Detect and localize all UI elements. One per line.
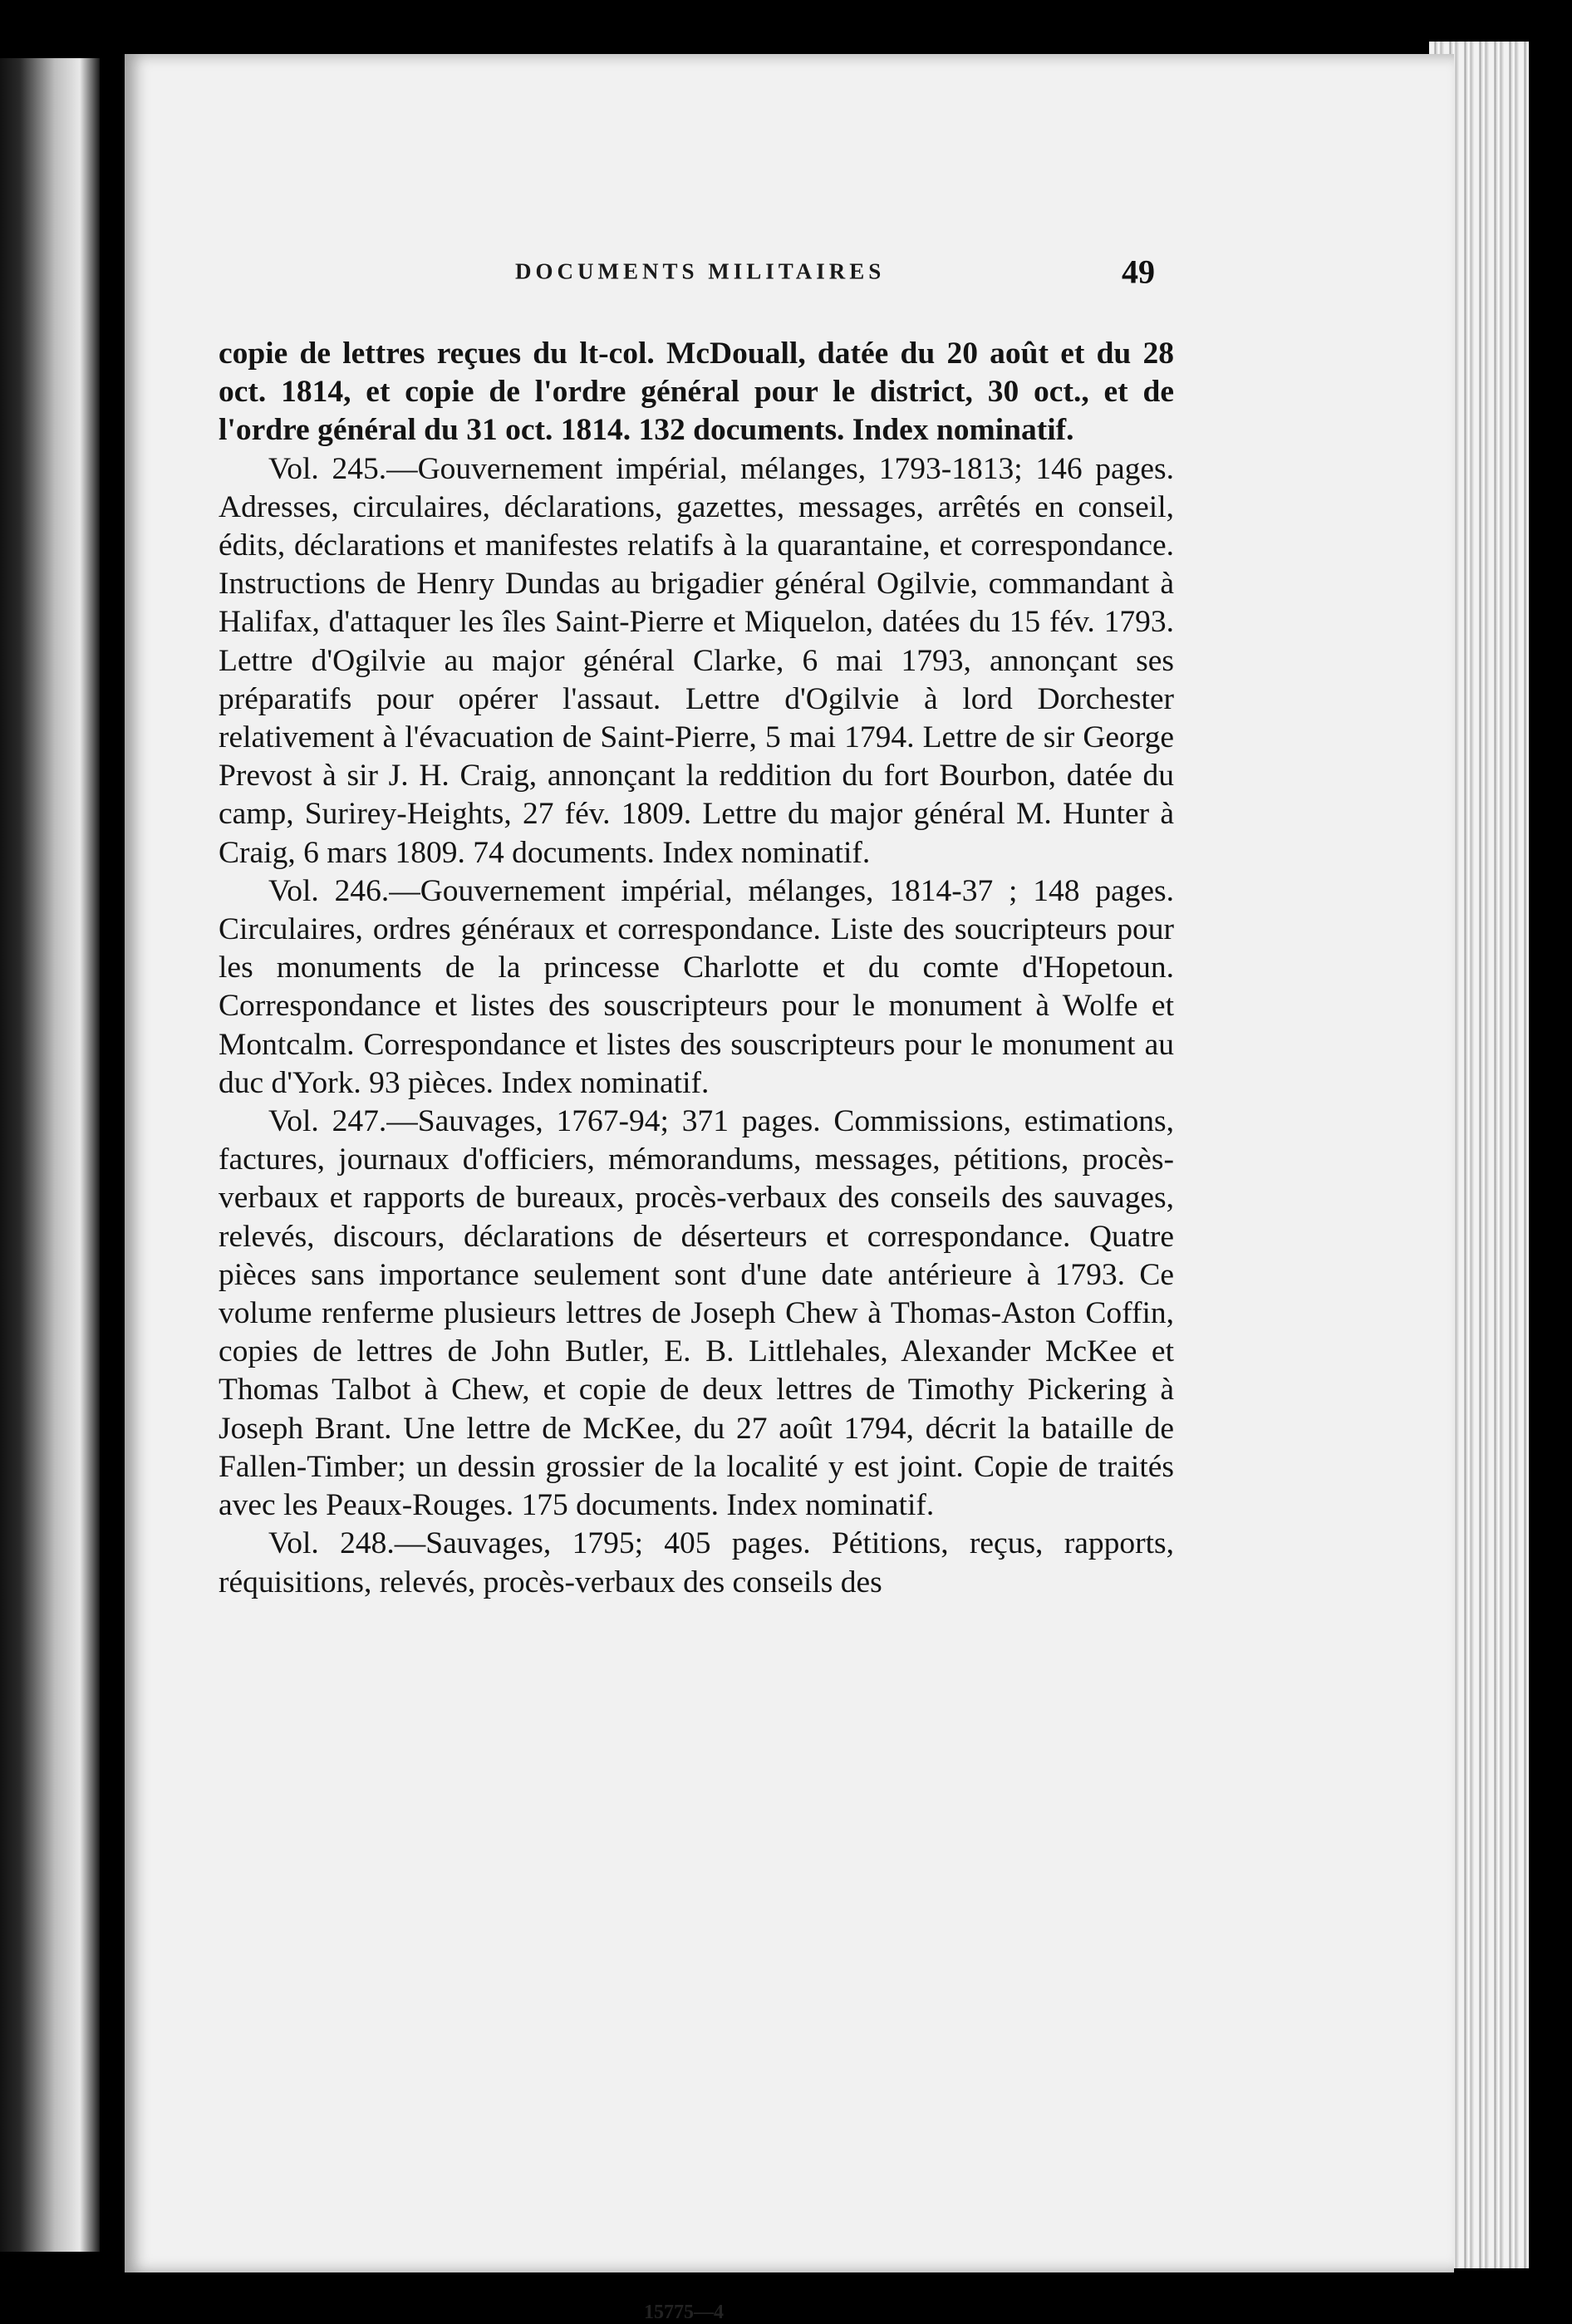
paragraph-continuation: copie de lettres reçues du lt-col. McDouall, datée du 20 août et du 28 oct. 1814, et copie de l'ordre général pour le district, 30 oct., et de l'ordre général du 31 oct. 1814. 132 documents. Index nominatif. — [219, 337, 1174, 448]
printer-signature: 15775—4 — [644, 2302, 724, 2323]
book-page — [125, 54, 1454, 2323]
page-body — [219, 335, 1174, 1602]
page-number: 49 — [1122, 253, 1155, 291]
paragraph-vol-246: Vol. 246.—Gouvernement impérial, mélanges, 1814-37 ; 148 pages. Circulaires, ordres généraux et correspondance. Liste des soucripteurs pour les monuments de la princesse Charlotte et du comte d'Hopetoun. Correspondance et listes des souscripteurs pour le monument à Wolfe et Montcalm. Correspondance et listes des souscripteurs pour le monument au duc d'York. 93 pièces. Index nominatif. — [219, 873, 1174, 1100]
paragraph-vol-248: Vol. 248.—Sauvages, 1795; 405 pages. Pétitions, reçus, rapports, réquisitions, relevés, procès-verbaux des conseils des — [219, 1526, 1174, 1599]
paragraph-vol-245: Vol. 245.—Gouvernement impérial, mélanges, 1793-1813; 146 pages. Adresses, circulaires, déclarations, gazettes, messages, arrêtés en conseil, édits, déclarations et manifestes relatifs à la quarantaine, et correspondance. Instructions de Henry Dundas au brigadier général Ogilvie, commandant à Halifax, d'attaquer les îles Saint-Pierre et Miquelon, datées du 15 fév. 1793. Lettre d'Ogilvie au major général Clarke, 6 mai 1793, annonçant ses préparatifs pour opérer l'assaut. Lettre d'Ogilvie à lord Dorchester relativement à l'évacuation de Saint-Pierre, 5 mai 1794. Lettre de sir George Prevost à sir J. H. Craig, annonçant la reddition du fort Bourbon, datée du camp, Surirey-Heights, 27 fév. 1809. Lettre du major général M. Hunter à Craig, 6 mars 1809. 74 documents. Index nominatif. — [219, 451, 1174, 870]
previous-page-edge — [0, 58, 100, 2252]
page-header — [125, 212, 1454, 291]
paragraph-vol-247: Vol. 247.—Sauvages, 1767-94; 371 pages. Commissions, estimations, factures, journaux d'officiers, mémorandums, messages, pétitions, procès-verbaux et rapports de bureaux, procès-verbaux des conseils des sauvages, relevés, discours, déclarations de déserteurs et correspondance. Quatre pièces sans importance seulement sont d'une date antérieure à 1793. Ce volume renferme plusieurs lettres de Joseph Chew à Thomas-Aston Coffin, copies de lettres de John Butler, E. B. Littlehales, Alexander McKee et Thomas Talbot à Chew, et copie de deux lettres de Timothy Pickering à Joseph Brant. Une lettre de McKee, du 27 août 1794, décrit la bataille de Fallen-Timber; un dessin grossier de la localité y est joint. Copie de traités avec les Peaux-Rouges. 175 documents. Index nominatif. — [219, 1104, 1174, 1523]
running-head: DOCUMENTS MILITAIRES — [515, 258, 886, 284]
